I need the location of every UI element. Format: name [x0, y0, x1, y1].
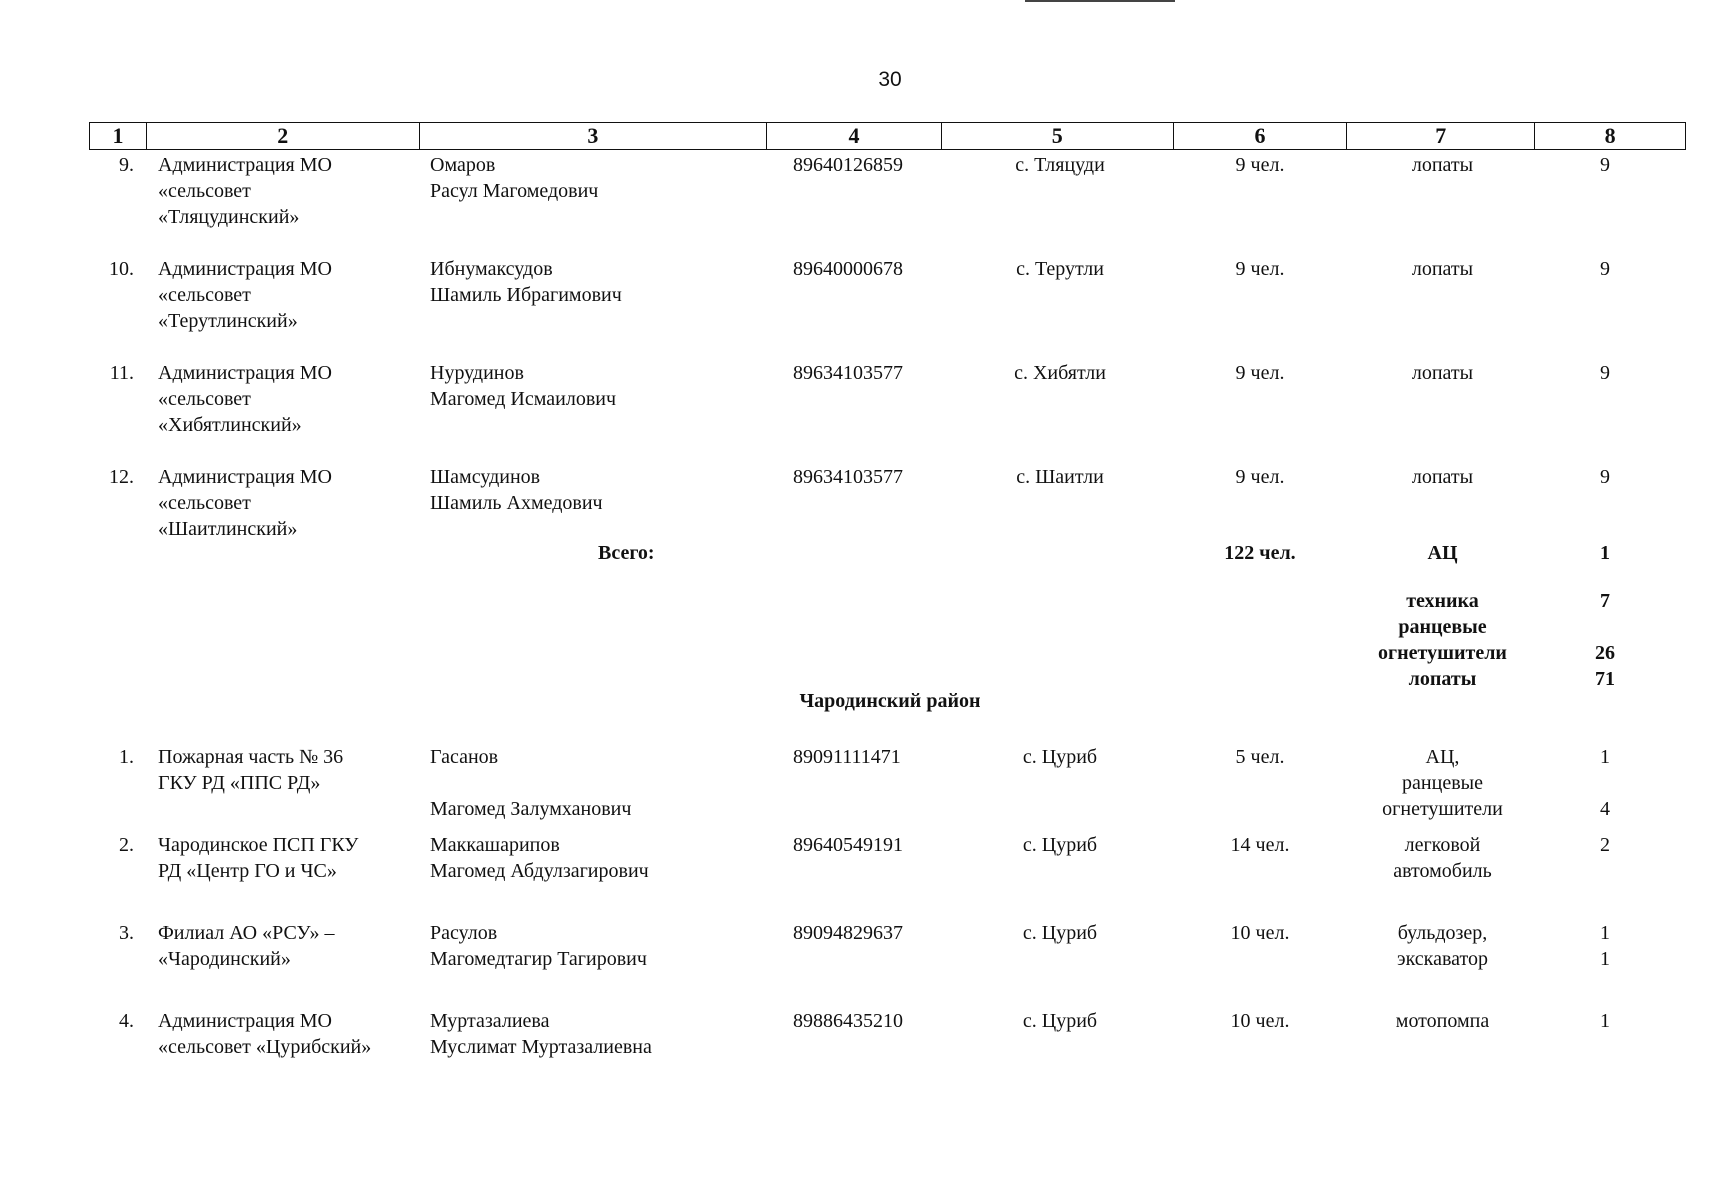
row-number: 12. — [109, 466, 134, 488]
quantity-cell: 4 — [1600, 798, 1610, 820]
organization-cell: Администрация МО — [158, 258, 332, 280]
people-count-cell: 14 чел. — [1230, 834, 1290, 856]
responsible-person-cell: Расул Магомедович — [430, 180, 599, 202]
village-cell: с. Цуриб — [1022, 834, 1098, 856]
phone-cell: 89094829637 — [793, 922, 903, 944]
organization-cell: «сельсовет «Цурибский» — [158, 1036, 372, 1058]
organization-cell: «Терутлинский» — [158, 310, 298, 332]
totals-people: 122 чел. — [1224, 542, 1296, 564]
village-cell: с. Цуриб — [1022, 922, 1098, 944]
header-cell: 4 — [767, 123, 942, 149]
header-cell: 1 — [90, 123, 147, 149]
row-number: 2. — [119, 834, 134, 856]
phone-cell: 89640549191 — [793, 834, 903, 856]
organization-cell: «Хибятлинский» — [158, 414, 302, 436]
table-header-row — [89, 122, 1686, 150]
quantity-cell: 9 — [1600, 258, 1610, 280]
responsible-person-cell: Магомед Исмаилович — [430, 388, 617, 410]
people-count-cell: 9 чел. — [1235, 154, 1285, 176]
organization-cell: «сельсовет — [158, 180, 251, 202]
phone-cell: 89640000678 — [793, 258, 903, 280]
equipment-cell: лопаты — [1411, 154, 1474, 176]
quantity-cell: 1 — [1600, 1010, 1610, 1032]
header-cell: 8 — [1604, 123, 1616, 148]
quantity-cell: 1 — [1600, 948, 1610, 970]
totals-equipment: ранцевые — [1398, 616, 1487, 638]
row-number: 3. — [119, 922, 134, 944]
equipment-cell: огнетушители — [1382, 798, 1503, 820]
organization-cell: «сельсовет — [158, 284, 251, 306]
quantity-cell: 9 — [1600, 362, 1610, 384]
equipment-cell: экскаватор — [1397, 948, 1488, 970]
header-cell: 2 — [147, 123, 420, 149]
organization-cell: Администрация МО — [158, 1010, 332, 1032]
quantity-cell: 9 — [1600, 154, 1610, 176]
header-cell: 5 — [942, 123, 1174, 149]
village-cell: с. Тляцуди — [1015, 154, 1105, 176]
organization-cell: Филиал АО «РСУ» – — [158, 922, 335, 944]
organization-cell: Чародинское ПСП ГКУ — [158, 834, 359, 856]
village-cell: с. Цуриб — [1022, 1010, 1098, 1032]
row-number: 9. — [119, 154, 134, 176]
totals-equipment: огнетушители — [1378, 642, 1507, 664]
totals-equipment: лопаты — [1408, 668, 1477, 690]
totals-equipment: АЦ — [1427, 542, 1458, 564]
people-count-cell: 9 чел. — [1235, 466, 1285, 488]
phone-cell: 89886435210 — [793, 1010, 903, 1032]
phone-cell: 89634103577 — [793, 362, 903, 384]
organization-cell: «сельсовет — [158, 388, 251, 410]
equipment-cell: легковой — [1404, 834, 1481, 856]
responsible-person-cell: Шамиль Ибрагимович — [430, 284, 622, 306]
equipment-cell: бульдозер, — [1397, 922, 1488, 944]
equipment-cell: лопаты — [1411, 258, 1474, 280]
totals-quantity: 26 — [1595, 642, 1615, 664]
totals-quantity: 1 — [1600, 542, 1610, 564]
quantity-cell: 1 — [1600, 922, 1610, 944]
totals-quantity: 71 — [1595, 668, 1615, 690]
responsible-person-cell: Гасанов — [430, 746, 499, 768]
totals-equipment: техника — [1406, 590, 1479, 612]
row-number: 4. — [119, 1010, 134, 1032]
header-cell: 3 — [420, 123, 768, 149]
people-count-cell: 5 чел. — [1235, 746, 1285, 768]
equipment-cell: мотопомпа — [1395, 1010, 1490, 1032]
responsible-person-cell: Магомед Абдулзагирович — [430, 860, 649, 882]
people-count-cell: 10 чел. — [1230, 922, 1290, 944]
district-heading: Чародинский район — [799, 690, 981, 712]
quantity-cell: 2 — [1600, 834, 1610, 856]
header-cell: 6 — [1174, 123, 1348, 149]
scan-artifact-line — [1025, 0, 1175, 2]
organization-cell: Администрация МО — [158, 466, 332, 488]
organization-cell: «Тляцудинский» — [158, 206, 300, 228]
organization-cell: РД «Центр ГО и ЧС» — [158, 860, 337, 882]
totals-quantity: 7 — [1600, 590, 1610, 612]
organization-cell: «сельсовет — [158, 492, 251, 514]
village-cell: с. Шаитли — [1016, 466, 1104, 488]
village-cell: с. Терутли — [1016, 258, 1104, 280]
phone-cell: 89634103577 — [793, 466, 903, 488]
people-count-cell: 9 чел. — [1235, 362, 1285, 384]
people-count-cell: 10 чел. — [1230, 1010, 1290, 1032]
organization-cell: «Шаитлинский» — [158, 518, 298, 540]
responsible-person-cell: Магомедтагир Тагирович — [430, 948, 647, 970]
header-cell: 7 — [1347, 123, 1535, 149]
row-number: 1. — [119, 746, 134, 768]
quantity-cell: 9 — [1600, 466, 1610, 488]
organization-cell: ГКУ РД «ППС РД» — [158, 772, 321, 794]
village-cell: с. Хибятли — [1014, 362, 1106, 384]
responsible-person-cell: Ибнумаксудов — [430, 258, 553, 280]
responsible-person-cell: Нурудинов — [430, 362, 524, 384]
responsible-person-cell: Магомед Залумханович — [430, 798, 632, 820]
equipment-cell: ранцевые — [1402, 772, 1483, 794]
responsible-person-cell: Муртазалиева — [430, 1010, 550, 1032]
responsible-person-cell: Муслимат Муртазалиевна — [430, 1036, 652, 1058]
responsible-person-cell: Маккашарипов — [430, 834, 560, 856]
quantity-cell: 1 — [1600, 746, 1610, 768]
equipment-cell: лопаты — [1411, 362, 1474, 384]
equipment-cell: АЦ, — [1425, 746, 1460, 768]
equipment-cell: автомобиль — [1393, 860, 1492, 882]
responsible-person-cell: Расулов — [430, 922, 498, 944]
responsible-person-cell: Шамсудинов — [430, 466, 541, 488]
village-cell: с. Цуриб — [1022, 746, 1098, 768]
organization-cell: Администрация МО — [158, 362, 332, 384]
responsible-person-cell: Шамиль Ахмедович — [430, 492, 603, 514]
people-count-cell: 9 чел. — [1235, 258, 1285, 280]
totals-label: Всего: — [598, 542, 655, 564]
equipment-cell: лопаты — [1411, 466, 1474, 488]
phone-cell: 89640126859 — [793, 154, 903, 176]
phone-cell: 89091111471 — [793, 746, 901, 768]
page-number: 30 — [878, 68, 902, 91]
row-number: 11. — [109, 362, 134, 384]
row-number: 10. — [109, 258, 134, 280]
organization-cell: «Чародинский» — [158, 948, 291, 970]
responsible-person-cell: Омаров — [430, 154, 496, 176]
organization-cell: Администрация МО — [158, 154, 332, 176]
organization-cell: Пожарная часть № 36 — [158, 746, 344, 768]
